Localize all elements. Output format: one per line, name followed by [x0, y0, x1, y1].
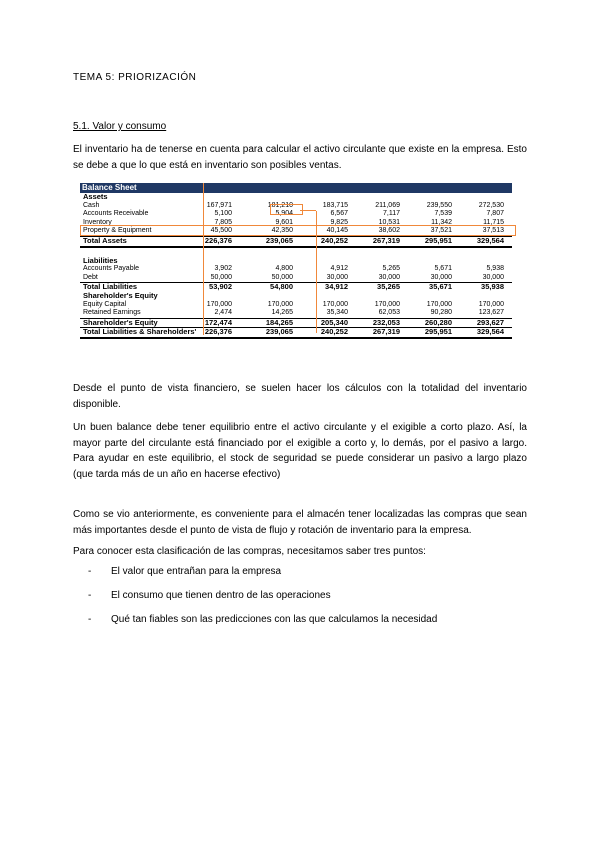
cell-value: 172,474 [204, 317, 232, 327]
cell-value: 30,000 [326, 273, 348, 281]
cell-value: 5,100 [214, 210, 232, 218]
cell-value: 239,065 [265, 327, 293, 337]
cell-value: 11,342 [431, 218, 452, 226]
table-row [80, 301, 512, 310]
row-label: Equity Capital [83, 300, 127, 308]
paragraph-4: Como se vio anteriormente, es conveniente para el almacén tener localizadas las compras que sean más importantes desde el punto de vista de flujo y rotación de inventario para la empresa. [73, 509, 527, 536]
liabilities-label: Liabilities [83, 255, 118, 265]
cell-value: 7,805 [214, 218, 232, 226]
row-label: Shareholder's Equity [83, 317, 158, 327]
cell-value: 167,971 [206, 201, 232, 209]
cell-value: 2,474 [214, 309, 232, 317]
cell-value: 9,825 [330, 218, 348, 226]
cell-value: 295,951 [424, 327, 452, 337]
equity-header [80, 292, 512, 301]
annotation-connector [300, 210, 316, 211]
bullet-item: Qué tan fiables son las predicciones con las que calculamos la necesidad [111, 614, 438, 625]
bullet-item: El consumo que tienen dentro de las operaciones [111, 590, 331, 601]
equity-label: Shareholder's Equity [83, 290, 158, 300]
row-label: Total Liabilities [83, 282, 138, 292]
table-row [80, 265, 512, 274]
page-title: TEMA 5: PRIORIZACIÓN [73, 72, 197, 83]
row-label: Accounts Receivable [83, 210, 149, 218]
liabilities-header [80, 257, 512, 266]
cell-value: 184,265 [265, 317, 293, 327]
section-heading: 5.1. Valor y consumo [73, 121, 167, 132]
cell-value: 240,252 [320, 327, 348, 337]
cell-value: 10,531 [378, 218, 400, 226]
bullet-item: El valor que entrañan para la empresa [111, 566, 282, 577]
cell-value: 226,376 [204, 327, 232, 337]
cell-value: 34,912 [325, 282, 348, 292]
cell-value: 267,319 [372, 235, 400, 245]
cell-value: 295,951 [424, 235, 452, 245]
annotation-line-left [203, 183, 204, 335]
cell-value: 7,539 [434, 210, 452, 218]
cell-value: 7,807 [486, 210, 504, 218]
cell-value: 4,800 [275, 265, 293, 273]
cell-value: 239,065 [265, 235, 293, 245]
cell-value: 37,513 [482, 227, 504, 235]
row-label: Property & Equipment [83, 227, 152, 235]
cell-value: 90,280 [430, 309, 452, 317]
cell-value: 35,671 [429, 282, 452, 292]
annotation-box-cash [270, 204, 303, 215]
cell-value: 5,904 [275, 210, 293, 218]
row-label: Debt [83, 273, 98, 281]
row-label: Accounts Payable [83, 265, 140, 273]
cell-value: 45,500 [210, 227, 232, 235]
bullet-marker: - [88, 566, 92, 577]
cell-value: 267,319 [372, 327, 400, 337]
cell-value: 239,550 [426, 201, 452, 209]
cell-value: 3,902 [214, 265, 232, 273]
cell-value: 50,000 [210, 273, 232, 281]
cell-value: 329,564 [476, 327, 504, 337]
balance-sheet-title: Balance Sheet [80, 183, 512, 193]
table-row [80, 309, 512, 318]
cell-value: 5,671 [434, 265, 452, 273]
cell-value: 14,265 [271, 309, 293, 317]
cell-value: 4,912 [330, 265, 348, 273]
cell-value: 5,938 [486, 265, 504, 273]
cell-value: 272,530 [478, 201, 504, 209]
cell-value: 9,601 [275, 218, 293, 226]
cell-value: 240,252 [320, 235, 348, 245]
cell-value: 30,000 [378, 273, 400, 281]
cell-value: 42,350 [271, 227, 293, 235]
cell-value: 54,800 [270, 282, 293, 292]
paragraph-1: El inventario ha de tenerse en cuenta para calcular el activo circulante que existe en la empresa. Esto se debe a que lo que está en inventario son posibles ventas. [73, 144, 527, 171]
cell-value: 170,000 [478, 300, 504, 308]
cell-value: 62,053 [378, 309, 400, 317]
row-label: Total Assets [83, 235, 127, 245]
assets-header [80, 193, 512, 202]
cell-value: 5,265 [382, 265, 400, 273]
total-assets-row [80, 236, 512, 248]
cell-value: 205,340 [320, 317, 348, 327]
cell-value: 38,602 [378, 227, 400, 235]
row-label: Retained Earnings [83, 309, 141, 317]
cell-value: 50,000 [271, 273, 293, 281]
cell-value: 7,117 [383, 210, 400, 218]
cell-value: 183,715 [322, 201, 348, 209]
cell-value: 232,053 [372, 317, 400, 327]
cell-value: 37,521 [430, 227, 452, 235]
table-row [80, 274, 512, 283]
total-liabilities-equity-row [80, 327, 512, 339]
cell-value: 11,715 [483, 218, 504, 226]
annotation-box-inventory [80, 225, 516, 236]
assets-label: Assets [83, 192, 108, 201]
cell-value: 35,340 [326, 309, 348, 317]
cell-value: 53,902 [209, 282, 232, 292]
cell-value: 30,000 [482, 273, 504, 281]
cell-value: 30,000 [430, 273, 452, 281]
row-label: Total Liabilities & Shareholders' [83, 327, 197, 337]
cell-value: 170,000 [322, 300, 348, 308]
cell-value: 329,564 [476, 235, 504, 245]
cell-value: 226,376 [204, 235, 232, 245]
cell-value: 170,000 [426, 300, 452, 308]
cell-value: 35,938 [481, 282, 504, 292]
paragraph-5: Para conocer esta clasificación de las compras, necesitamos saber tres puntos: [73, 546, 426, 557]
cell-value: 181,210 [267, 201, 293, 209]
cell-value: 170,000 [374, 300, 400, 308]
cell-value: 35,265 [377, 282, 400, 292]
total-equity-row [80, 318, 512, 328]
paragraph-2: Desde el punto de vista financiero, se suelen hacer los cálculos con la totalidad del inventario disponible. [73, 383, 527, 410]
cell-value: 170,000 [206, 300, 232, 308]
cell-value: 6,567 [330, 210, 348, 218]
cell-value: 260,280 [424, 317, 452, 327]
bullet-marker: - [88, 614, 92, 625]
cell-value: 40,145 [326, 227, 348, 235]
paragraph-3: Un buen balance debe tener equilibrio entre el activo circulante y el exigible a corto plazo. Así, la mayor parte del circulante está financiado por el exigible a corto y, lo demás, por el pasivo a largo. Para ayudar en este equilibrio, el stock de seguridad se puede considerar un pasivo a largo plazo (que tarda más de un año en hacerse efectivo) [73, 422, 527, 480]
row-label: Cash [83, 201, 100, 209]
bullet-marker: - [88, 590, 92, 601]
cell-value: 293,627 [476, 317, 504, 327]
row-label: Inventory [83, 218, 112, 226]
cell-value: 123,627 [478, 309, 504, 317]
cell-value: 211,069 [375, 201, 400, 209]
cell-value: 170,000 [267, 300, 293, 308]
